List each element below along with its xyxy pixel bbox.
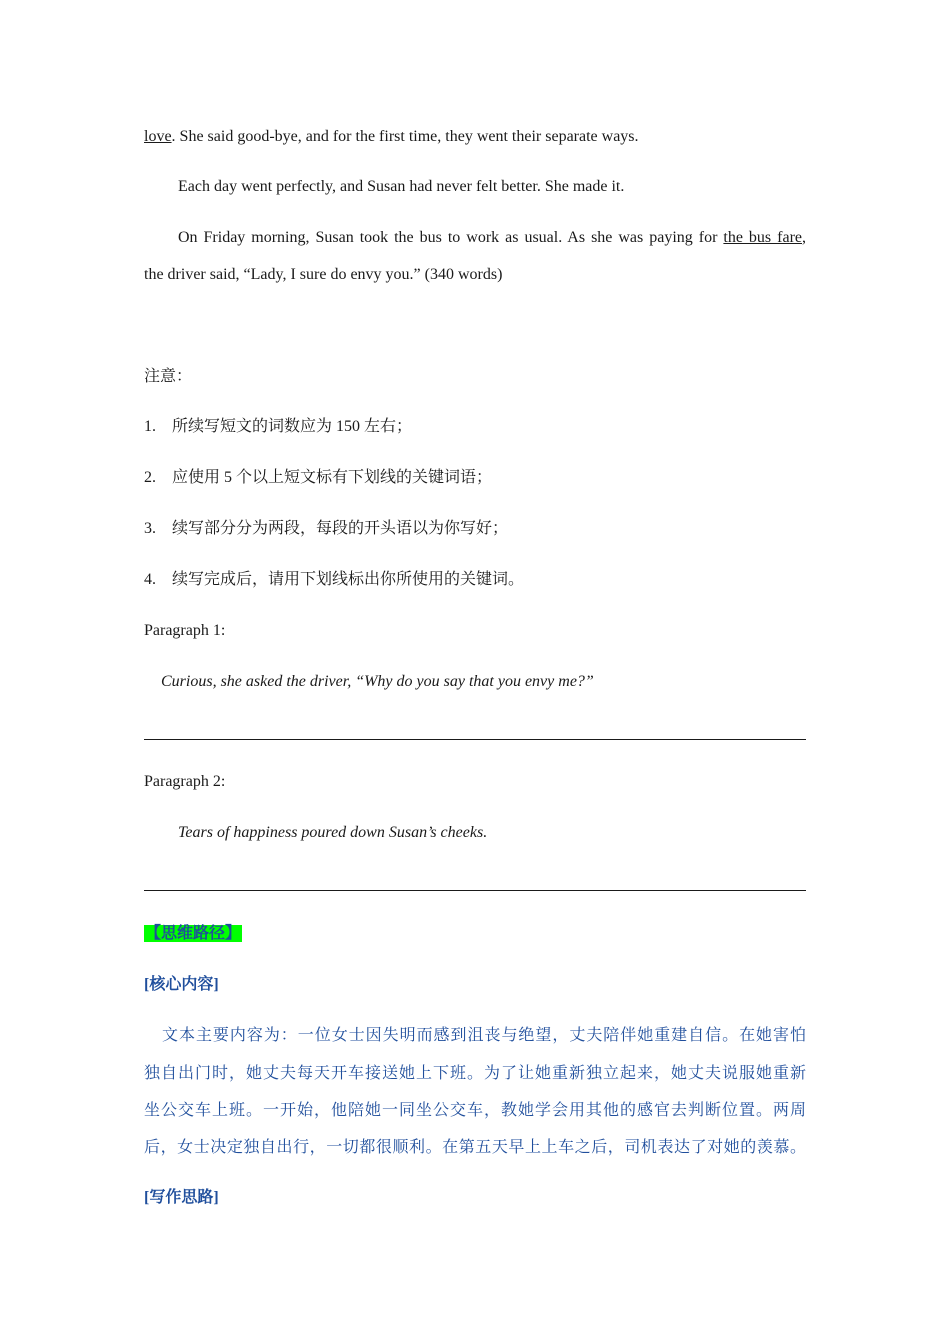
- passage-paragraph-2: Each day went perfectly, and Susan had never felt better. She made it.: [178, 178, 625, 195]
- passage-paragraph-3-line-2: the driver said, “Lady, I sure do envy you.” (340 words): [144, 266, 503, 283]
- writing-approach-heading: [写作思路]: [144, 1189, 219, 1206]
- paragraph-1-label: Paragraph 1:: [144, 622, 226, 639]
- core-content-line: 坐公交车上班。一开始，他陪她一同坐公交车，教她学会用其他的感官去判断位置。两周: [144, 1102, 806, 1119]
- core-content-line: 独自出门时，她丈夫每天开车接送她上下班。为了让她重新独立起来，她丈夫说服她重新: [144, 1065, 806, 1082]
- notes-heading: 注意：: [144, 368, 193, 385]
- answer-line-1: [144, 739, 806, 740]
- answer-line-2: [144, 890, 806, 891]
- core-content-line: 文本主要内容为：一位女士因失明而感到沮丧与绝望，丈夫陪伴她重建自信。在她害怕: [162, 1027, 806, 1044]
- core-content-line: 后，女士决定独自出行，一切都很顺利。在第五天早上上车之后，司机表达了对她的羡慕。: [144, 1139, 806, 1156]
- paragraph-2-label: Paragraph 2:: [144, 773, 226, 790]
- passage-line-1: love. She said good-bye, and for the first time, they went their separate ways.: [144, 128, 639, 145]
- note-item: 3. 续写部分分为两段，每段的开头语以为你写好；: [144, 520, 509, 537]
- section-title: [144, 924, 242, 944]
- note-item: 4. 续写完成后，请用下划线标出你所使用的关键词。: [144, 571, 525, 588]
- passage-paragraph-3-line-1: On Friday morning, Susan took the bus to work as usual. As she was paying for the bus fare,: [178, 229, 806, 246]
- paragraph-1-opening: Curious, she asked the driver, “Why do you say that you envy me?”: [161, 673, 594, 690]
- keyword-love: love: [144, 128, 172, 145]
- note-item: 2. 应使用 5 个以上短文标有下划线的关键词语；: [144, 469, 493, 486]
- core-content-heading: [核心内容]: [144, 976, 219, 993]
- keyword-bus-fare: the bus fare: [723, 229, 802, 246]
- paragraph-2-opening: Tears of happiness poured down Susan’s cheeks.: [178, 824, 488, 841]
- section-title-highlight: 【思维路径】: [145, 925, 242, 942]
- note-item: 1. 所续写短文的词数应为 150 左右；: [144, 418, 413, 435]
